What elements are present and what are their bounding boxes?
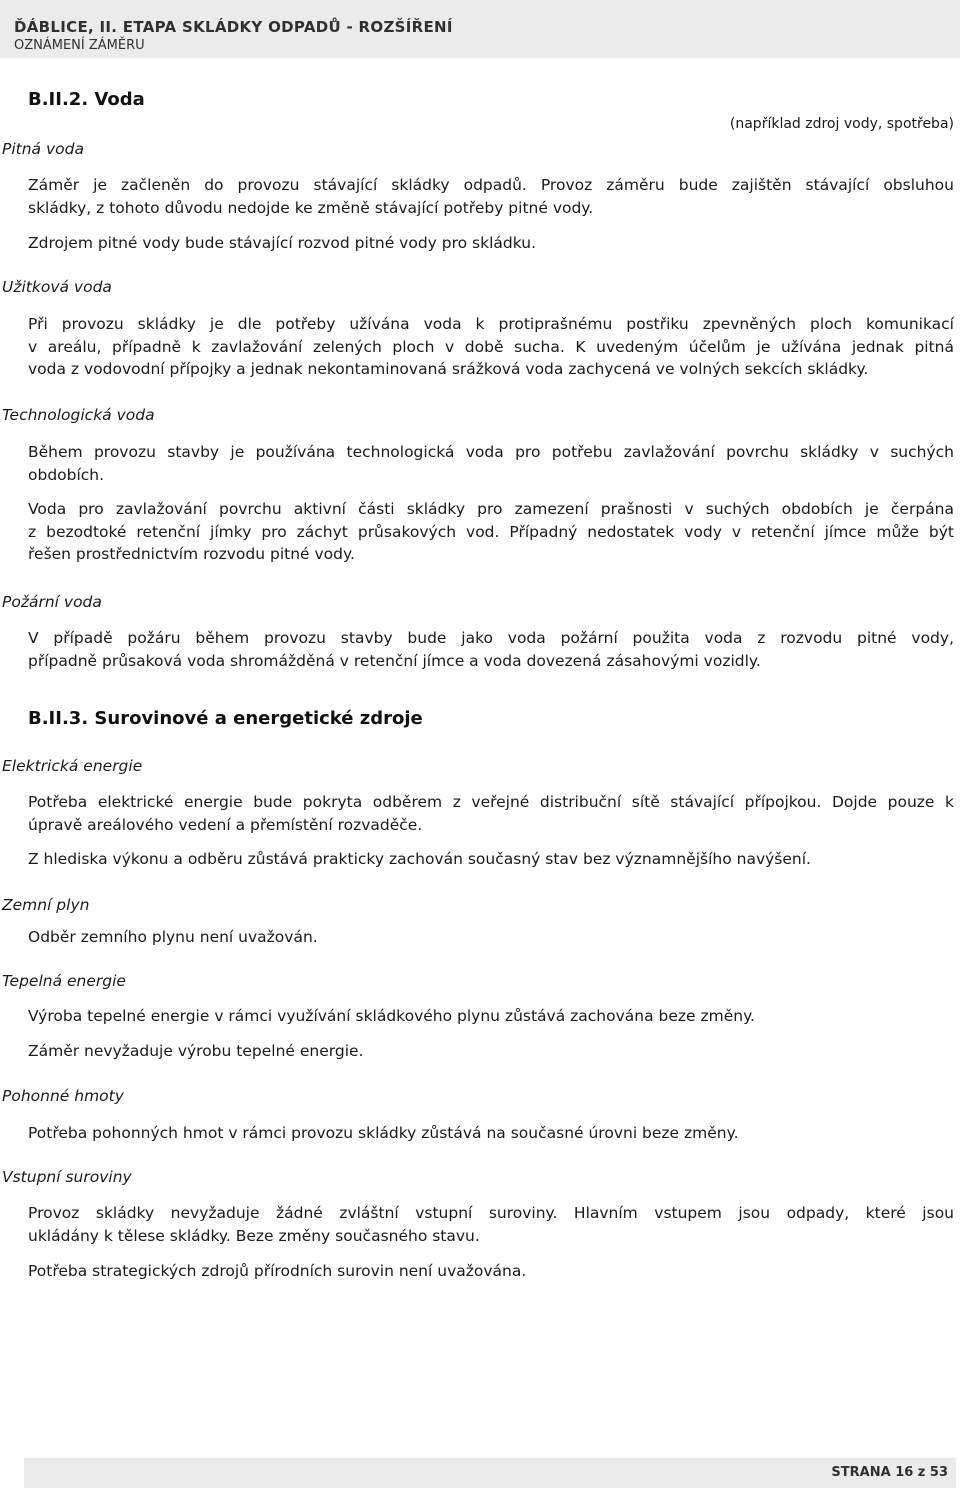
paragraph-elektricka-1 xyxy=(28,791,954,836)
text-line: Záměr nevyžaduje výrobu tepelné energie. xyxy=(28,1042,364,1060)
text-line: Voda pro zavlažování povrchu aktivní části skládky pro zamezení prašnosti v suchých obdobích je čerpána xyxy=(28,500,954,518)
text-line: Z hlediska výkonu a odběru zůstává prakticky zachován současný stav bez významnějšího navýšení. xyxy=(28,850,811,868)
subheading-pitna-voda: Pitná voda xyxy=(2,140,84,158)
subheading-elektricka-energie: Elektrická energie xyxy=(2,757,143,775)
text-line: Výroba tepelné energie v rámci využívání skládkového plynu zůstává zachována beze změny. xyxy=(28,1007,755,1025)
page-number: STRANA 16 z 53 xyxy=(831,1465,948,1480)
text-line: Záměr je začleněn do provozu stávající skládky odpadů. Provoz záměru bude zajištěn stávající obsluhou xyxy=(28,176,954,194)
text-line: ukládány k tělese skládky. Beze změny současného stavu. xyxy=(28,1226,480,1245)
section-note: (například zdroj vody, spotřeba) xyxy=(729,116,954,132)
paragraph-elektricka-2 xyxy=(28,848,954,871)
text-line: Potřeba elektrické energie bude pokryta odběrem z veřejné distribuční sítě stávající přípojkou. Dojde pouze k xyxy=(28,793,954,811)
paragraph-vstupni-1 xyxy=(28,1202,954,1247)
text-line: v areálu, případně k zavlažování zelených ploch v době sucha. K uvedeným účelům je užívána jednak pitná xyxy=(28,337,954,356)
paragraph-uzitkova-voda xyxy=(28,313,954,381)
text-line: Zdrojem pitné vody bude stávající rozvod pitné vody pro skládku. xyxy=(28,234,537,252)
text-line: z bezodtoké retenční jímky pro záchyt průsakových vod. Případný nedostatek vody v retenční jímce může být xyxy=(28,522,954,541)
paragraph-tepelna-2 xyxy=(28,1040,954,1063)
subheading-zemni-plyn: Zemní plyn xyxy=(2,896,90,914)
paragraph-pitna-voda-1 xyxy=(28,174,954,219)
paragraph-technologicka-voda-2 xyxy=(28,498,954,566)
paragraph-technologicka-voda-1 xyxy=(28,441,954,486)
text-line: Odběr zemního plynu není uvažován. xyxy=(28,928,318,946)
subheading-technologicka-voda: Technologická voda xyxy=(2,406,155,424)
paragraph-tepelna-1 xyxy=(28,1005,954,1028)
text-line: obdobích. xyxy=(28,465,105,484)
text-line: Při provozu skládky je dle potřeby užívána voda k protiprašnému postřiku zpevněných ploch komunikací xyxy=(28,315,954,333)
text-line: úpravě areálového vedení a přemístění rozvaděče. xyxy=(28,815,423,834)
subheading-tepelna-energie: Tepelná energie xyxy=(2,972,126,990)
text-line: V případě požáru během provozu stavby bude jako voda požární použita voda z rozvodu pitné vody, xyxy=(28,629,954,647)
text-line: Provoz skládky nevyžaduje žádné zvláštní vstupní suroviny. Hlavním vstupem jsou odpady, které jsou xyxy=(28,1204,954,1222)
paragraph-pitna-voda-2 xyxy=(28,232,954,255)
page-header xyxy=(0,0,960,58)
paragraph-vstupni-2 xyxy=(28,1260,954,1283)
text-line: Během provozu stavby je používána technologická voda pro potřebu zavlažování povrchu skládky v suchých xyxy=(28,443,954,461)
section-heading-voda: B.II.2. Voda xyxy=(28,89,145,110)
section-heading-zdroje: B.II.3. Surovinové a energetické zdroje xyxy=(28,708,423,729)
text-line: voda z vodovodní přípojky a jednak nekontaminovaná srážková voda zachycená ve volných sekcích skládky. xyxy=(28,360,869,378)
page-footer xyxy=(24,1458,956,1488)
header-title: ĎÁBLICE, II. ETAPA SKLÁDKY ODPADŮ - ROZŠÍŘENÍ xyxy=(14,18,453,36)
paragraph-pozarni-voda xyxy=(28,627,954,672)
text-line: Potřeba strategických zdrojů přírodních surovin není uvažována. xyxy=(28,1262,527,1280)
text-line: Potřeba pohonných hmot v rámci provozu skládky zůstává na současné úrovni beze změny. xyxy=(28,1124,739,1142)
subheading-vstupni-suroviny: Vstupní suroviny xyxy=(2,1168,132,1186)
paragraph-pohonne xyxy=(28,1122,954,1145)
header-subtitle: OZNÁMENÍ ZÁMĚRU xyxy=(14,38,145,53)
text-line: skládky, z tohoto důvodu nedojde ke změně stávající potřeby pitné vody. xyxy=(28,198,594,217)
text-line: řešen prostřednictvím rozvodu pitné vody. xyxy=(28,545,355,563)
subheading-pozarni-voda: Požární voda xyxy=(2,593,102,611)
paragraph-zemni-plyn xyxy=(28,926,954,949)
subheading-uzitkova-voda: Užitková voda xyxy=(2,278,112,296)
text-line: případně průsaková voda shromážděná v retenční jímce a voda dovezená zásahovými vozidly. xyxy=(28,651,761,670)
subheading-pohonne-hmoty: Pohonné hmoty xyxy=(2,1087,124,1105)
